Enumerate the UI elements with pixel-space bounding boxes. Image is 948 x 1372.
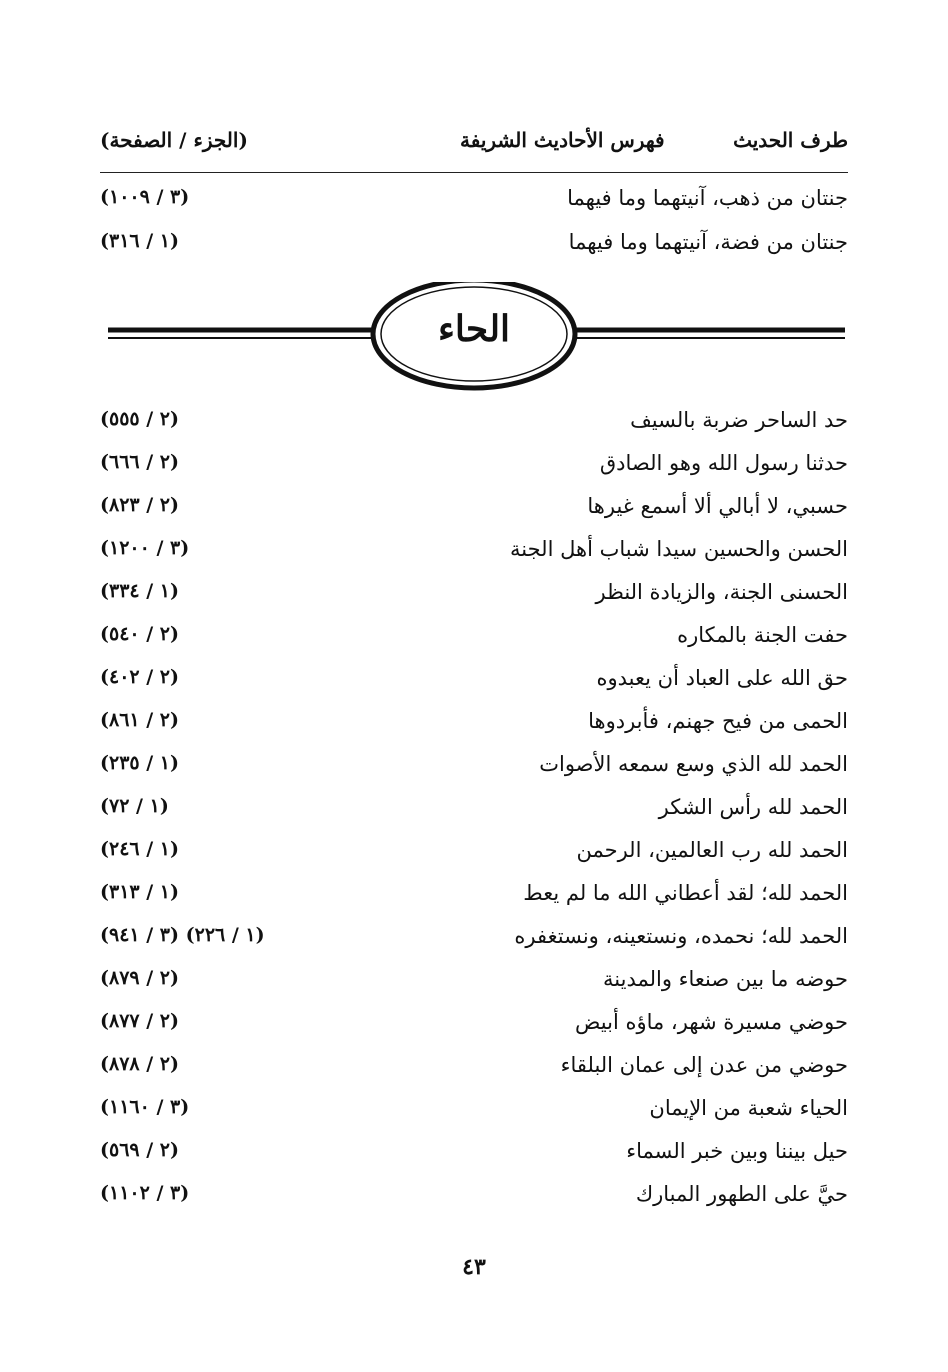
page-header: [100, 128, 848, 164]
volume-page-ref: (٢ / ٨٦١): [100, 709, 180, 731]
volume-page-ref: (٢ / ٥٤٠): [100, 623, 180, 645]
page-number: ٤٣: [462, 1254, 486, 1280]
list-item: [100, 230, 848, 270]
volume-page-ref: (١ / ٣١٣): [100, 881, 180, 903]
list-item: [100, 709, 848, 749]
list-item: [100, 537, 848, 577]
volume-page-ref: (٢ / ٥٦٩): [100, 1139, 180, 1161]
volume-page-ref: (٢ / ٨٢٣): [100, 494, 180, 516]
hadith-text: حسبي، لا أبالي ألا أسمع غيرها: [587, 494, 848, 518]
list-item: [100, 752, 848, 792]
hadith-text: حوضه ما بين صنعاء والمدينة: [603, 967, 848, 991]
list-item: [100, 186, 848, 226]
volume-page-ref: (١ / ٢٢٦) (٣ / ٩٤١): [100, 924, 265, 946]
volume-page-ref: (٣ / ١٠٠٩): [100, 186, 190, 208]
volume-page-ref: (٢ / ٥٥٥): [100, 408, 180, 430]
volume-page-ref: (٢ / ٨٧٨): [100, 1053, 180, 1075]
list-item: [100, 580, 848, 620]
hadith-text: حفت الجنة بالمكاره: [677, 623, 848, 647]
list-item: [100, 451, 848, 491]
list-item: [100, 1096, 848, 1136]
list-item: [100, 881, 848, 921]
volume-page-ref: (٢ / ٤٠٢): [100, 666, 180, 688]
hadith-text: الحياء شعبة من الإيمان: [649, 1096, 848, 1120]
volume-page-ref: (١ / ٢٣٥): [100, 752, 180, 774]
hadith-text: الحمد لله؛ لقد أعطاني الله ما لم يعط: [523, 881, 848, 905]
header-index-title: فهرس الأحاديث الشريفة: [460, 128, 665, 152]
hadith-text: الحمد لله الذي وسع سمعه الأصوات: [539, 752, 848, 776]
hadith-text: الحمد لله؛ نحمده، ونستعينه، ونستغفره: [514, 924, 848, 948]
hadith-text: حوضي مسيرة شهر، ماؤه أبيض: [575, 1010, 848, 1034]
list-item: [100, 666, 848, 706]
section-banner: [100, 282, 848, 402]
list-item: [100, 1182, 848, 1222]
volume-page-ref: (٣ / ١٢٠٠): [100, 537, 190, 559]
volume-page-ref: (٢ / ٨٧٧): [100, 1010, 180, 1032]
volume-page-ref: (٢ / ٨٧٩): [100, 967, 180, 989]
volume-page-ref: (١ / ٣١٦): [100, 230, 180, 252]
list-item: [100, 838, 848, 878]
volume-page-ref: (١ / ٧٢): [100, 795, 169, 817]
header-hadith-label: طرف الحديث: [733, 128, 848, 152]
list-item: [100, 967, 848, 1007]
hadith-text: جنتان من ذهب، آنيتهما وما فيهما: [567, 186, 848, 210]
hadith-text: حدثنا رسول الله وهو الصادق: [599, 451, 848, 475]
hadith-text: حيل بيننا وبين خبر السماء: [626, 1139, 848, 1163]
list-item: [100, 795, 848, 835]
hadith-text: الحمد لله رأس الشكر: [658, 795, 848, 819]
hadith-text: حوضي من عدن إلى عمان البلقاء: [560, 1053, 848, 1077]
list-item: [100, 623, 848, 663]
hadith-text: الحمى من فيح جهنم، فأبردوها: [588, 709, 848, 733]
list-item: [100, 1010, 848, 1050]
list-item: [100, 1053, 848, 1093]
hadith-text: حد الساحر ضربة بالسيف: [630, 408, 848, 432]
volume-page-ref: (١ / ٢٤٦): [100, 838, 180, 860]
volume-page-ref: (٣ / ١١٠٢): [100, 1182, 190, 1204]
volume-page-ref: (٢ / ٦٦٦): [100, 451, 180, 473]
list-item: [100, 924, 848, 964]
hadith-text: حق الله على العباد أن يعبدوه: [596, 666, 848, 690]
hadith-text: الحسنى الجنة، والزيادة النظر: [595, 580, 848, 604]
header-divider: [100, 172, 848, 173]
header-volume-page-label: (الجزء / الصفحة): [100, 128, 248, 152]
section-title: الحاء: [437, 308, 511, 350]
volume-page-ref: (٣ / ١١٦٠): [100, 1096, 190, 1118]
hadith-text: الحمد لله رب العالمين، الرحمن: [576, 838, 848, 862]
list-item: [100, 408, 848, 448]
volume-page-ref: (١ / ٣٣٤): [100, 580, 180, 602]
hadith-text: جنتان من فضة، آنيتهما وما فيهما: [568, 230, 848, 254]
list-item: [100, 1139, 848, 1179]
hadith-text: حيَّ على الطهور المبارك: [635, 1182, 848, 1206]
list-item: [100, 494, 848, 534]
hadith-text: الحسن والحسين سيدا شباب أهل الجنة: [510, 537, 848, 561]
